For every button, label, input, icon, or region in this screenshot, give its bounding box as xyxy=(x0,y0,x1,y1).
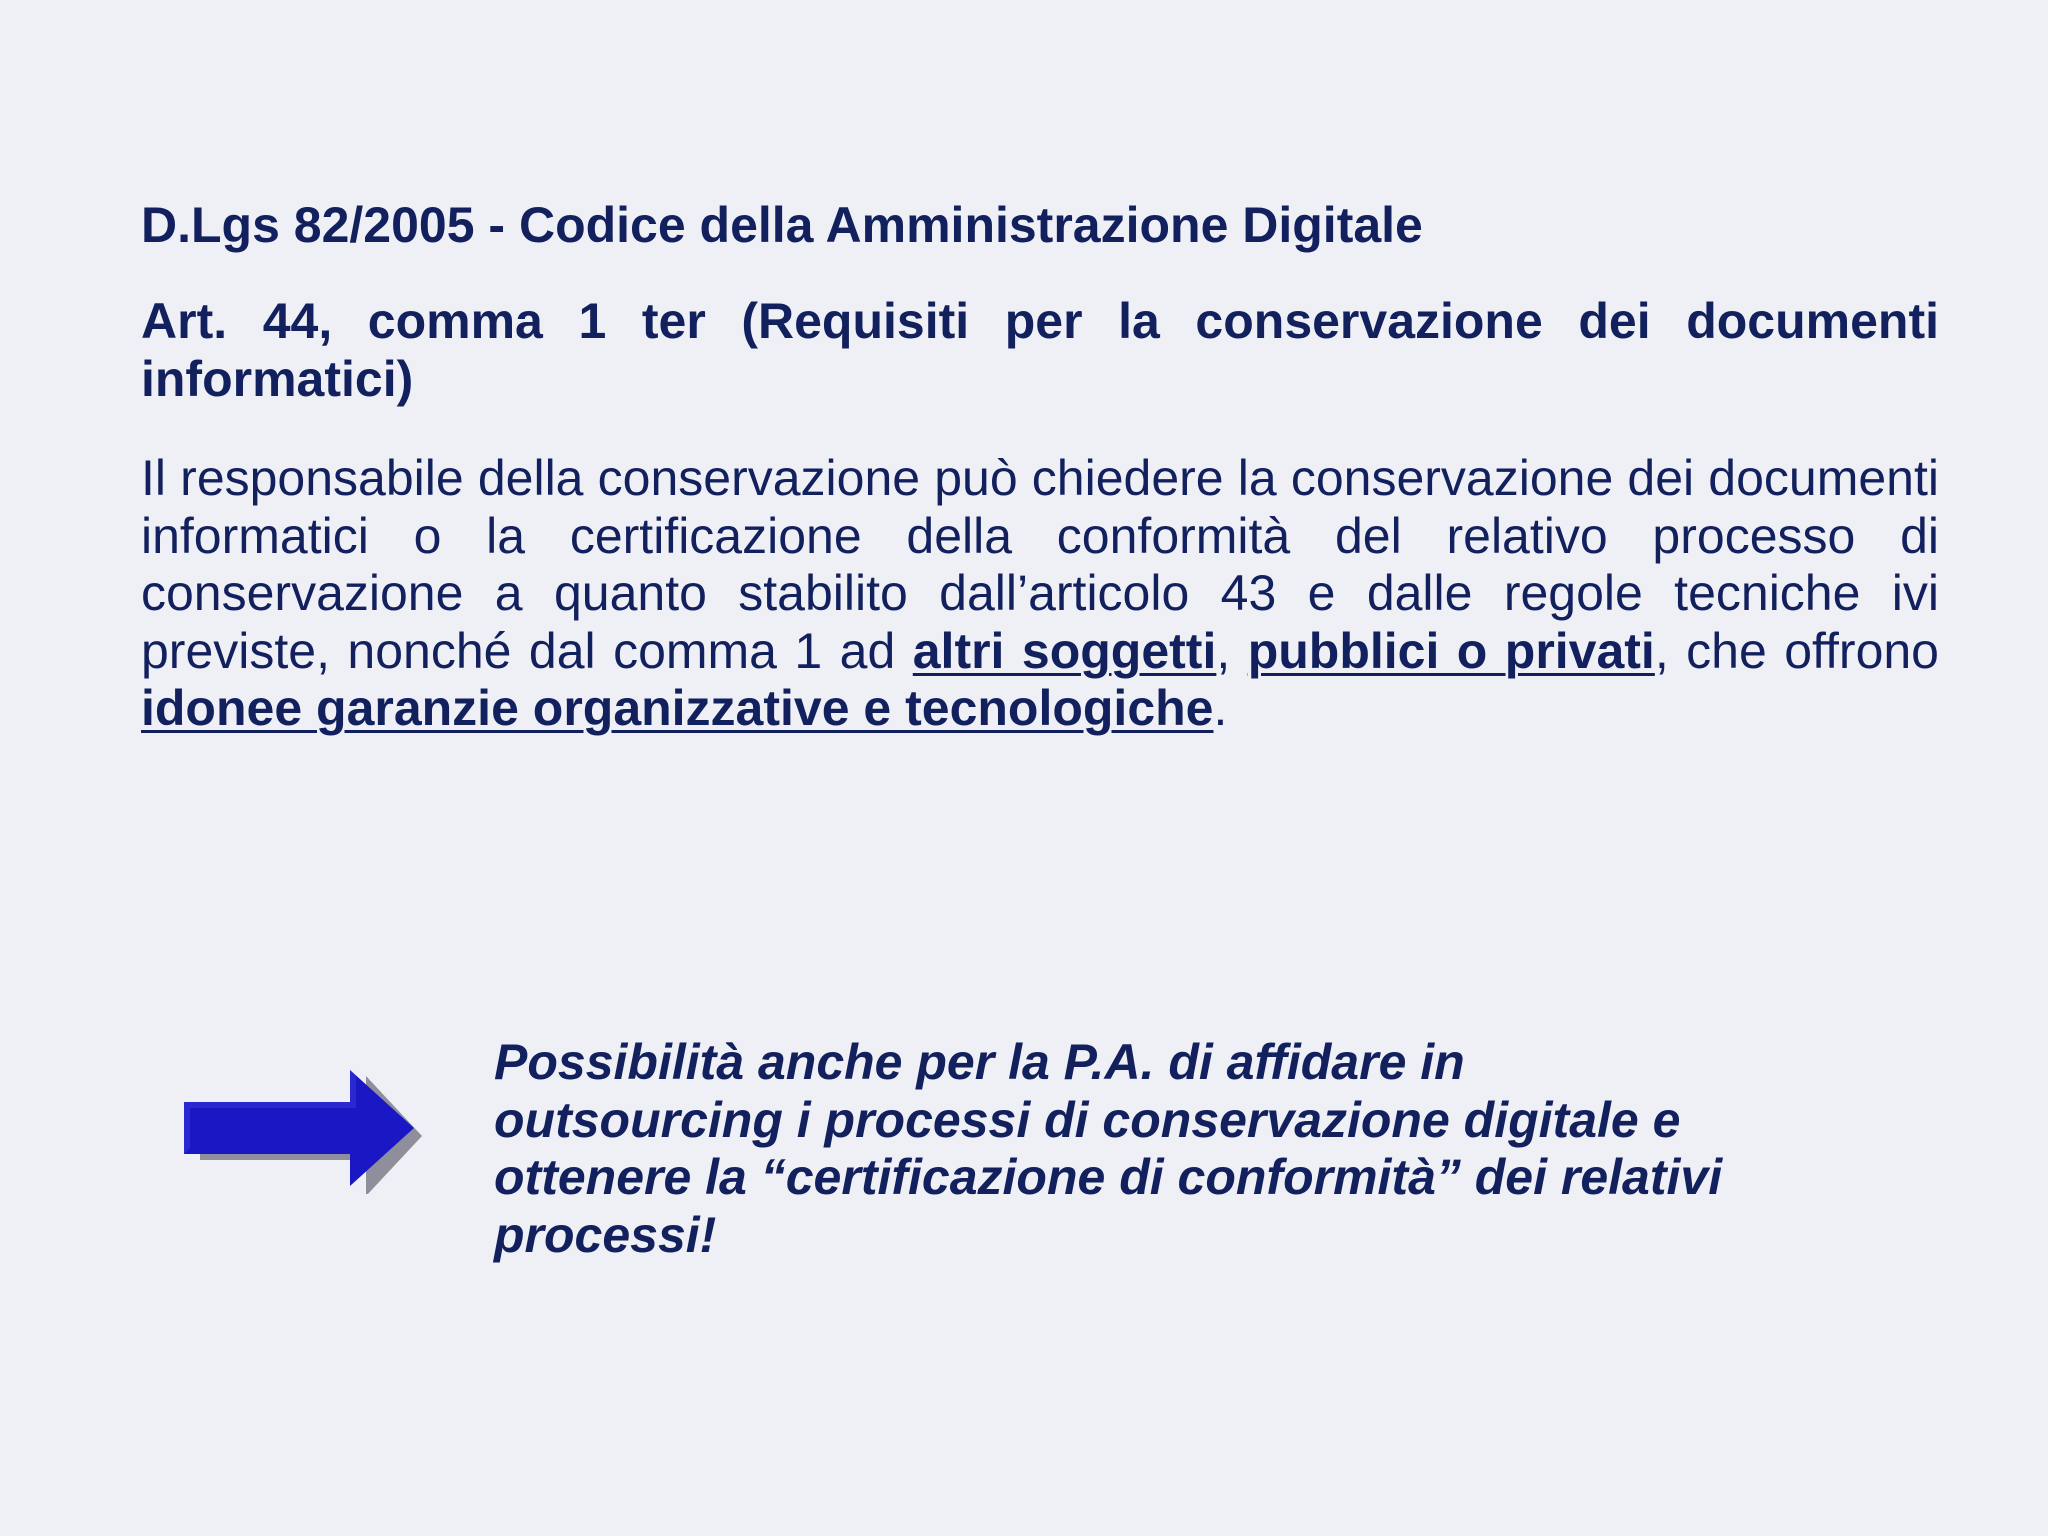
body-text-part2: , che offrono xyxy=(1654,622,1939,679)
article-body xyxy=(141,450,1939,738)
body-end: . xyxy=(1213,680,1228,736)
highlight-altri-soggetti: altri soggetti xyxy=(912,622,1217,679)
article-title: Art. 44, comma 1 ter (Requisiti per la conservazione dei documenti informatici) xyxy=(141,293,1939,407)
body-text-part1: Il responsabile della conservazione può chiedere la conservazione dei documenti informatici o la certificazione della conformità del relativo processo di conservazione a quanto stabilito dall’articolo 43 e dalle regole tecniche ivi previste, nonché dal comma 1 ad xyxy=(141,450,1939,679)
body-separator: , xyxy=(1216,622,1248,679)
highlight-pubblici-o-privati: pubblici o privati xyxy=(1247,622,1655,679)
law-title: D.Lgs 82/2005 - Codice della Amministrazione Digitale xyxy=(141,197,1423,253)
outsourcing-note: Possibilità anche per la P.A. di affidare in outsourcing i processi di conservazione digitale e ottenere la “certificazione di conformità” dei relativi processi! xyxy=(494,1034,1723,1263)
right-arrow-icon xyxy=(182,1070,422,1194)
highlight-idonee-garanzie: idonee garanzie organizzative e tecnologiche xyxy=(141,680,1214,736)
